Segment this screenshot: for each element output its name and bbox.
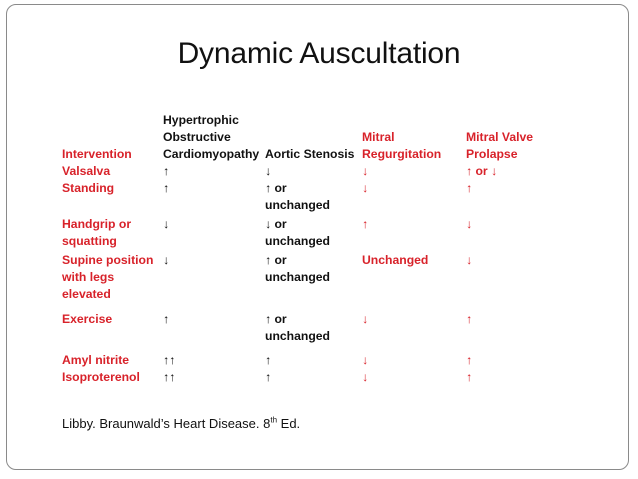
row-standing-hocm: ↑ (163, 181, 170, 195)
row-standing-intervention: Standing (62, 181, 115, 195)
row-supine-intervention-line-3: elevated (62, 287, 111, 301)
header-intervention: Intervention (62, 147, 132, 161)
row-handgrip-intervention-line-2: squatting (62, 234, 117, 248)
header-hocm-line-2: Obstructive (163, 130, 231, 144)
row-supine-as-line-2: unchanged (265, 270, 331, 284)
row-supine-intervention-line-1: Supine position (62, 253, 154, 267)
header-hocm-line-1: Hypertrophic (163, 113, 239, 127)
citation-text: Libby. Braunwald’s Heart Disease. 8 (62, 416, 271, 431)
row-handgrip-as-line-1: ↓ or (265, 217, 287, 231)
row-amyl-nitrite-intervention: Amyl nitrite (62, 353, 130, 367)
row-supine-as-line-1: ↑ or (265, 253, 287, 267)
row-valsalva-hocm: ↑ (163, 164, 170, 178)
row-valsalva-as: ↓ (265, 164, 272, 178)
row-standing-mvp: ↑ (466, 181, 473, 195)
row-exercise-mr: ↓ (362, 312, 369, 326)
row-valsalva-mr: ↓ (362, 164, 369, 178)
row-supine-mr: Unchanged (362, 253, 429, 267)
row-amyl-nitrite-hocm: ↑↑ (163, 353, 176, 367)
header-mvp-line-1: Mitral Valve (466, 130, 534, 144)
header-hocm-line-3: Cardiomyopathy (163, 147, 260, 161)
header-mr-line-1: Mitral (362, 130, 395, 144)
row-supine-hocm: ↓ (163, 253, 170, 267)
row-exercise-intervention: Exercise (62, 312, 113, 326)
header-mr-line-2: Regurgitation (362, 147, 442, 161)
row-supine-mvp: ↓ (466, 253, 473, 267)
row-amyl-nitrite-mr: ↓ (362, 353, 369, 367)
row-exercise-mvp: ↑ (466, 312, 473, 326)
row-isoproterenol-mvp: ↑ (466, 370, 473, 384)
row-standing-as-line-1: ↑ or (265, 181, 287, 195)
row-handgrip-mr: ↑ (362, 217, 369, 231)
row-exercise-hocm: ↑ (163, 312, 170, 326)
header-mvp-line-2: Prolapse (466, 147, 518, 161)
row-handgrip-intervention-line-1: Handgrip or (62, 217, 132, 231)
row-exercise-as-line-2: unchanged (265, 329, 331, 343)
row-isoproterenol-mr: ↓ (362, 370, 369, 384)
row-isoproterenol-hocm: ↑↑ (163, 370, 176, 384)
row-handgrip-mvp: ↓ (466, 217, 473, 231)
row-handgrip-hocm: ↓ (163, 217, 170, 231)
citation (62, 416, 300, 431)
citation-edition: Ed. (277, 416, 301, 431)
row-valsalva-mvp: ↑ or ↓ (466, 164, 498, 178)
row-isoproterenol-intervention: Isoproterenol (62, 370, 140, 384)
slide-title: Dynamic Auscultation (177, 37, 461, 70)
row-standing-mr: ↓ (362, 181, 369, 195)
row-isoproterenol-as: ↑ (265, 370, 272, 384)
row-amyl-nitrite-mvp: ↑ (466, 353, 473, 367)
row-valsalva-intervention: Valsalva (62, 164, 111, 178)
header-aortic-stenosis: Aortic Stenosis (265, 147, 355, 161)
row-amyl-nitrite-as: ↑ (265, 353, 272, 367)
row-exercise-as-line-1: ↑ or (265, 312, 287, 326)
row-supine-intervention-line-2: with legs (62, 270, 115, 284)
row-standing-as-line-2: unchanged (265, 198, 331, 212)
citation-superscript: th (270, 415, 278, 425)
row-handgrip-as-line-2: unchanged (265, 234, 331, 248)
